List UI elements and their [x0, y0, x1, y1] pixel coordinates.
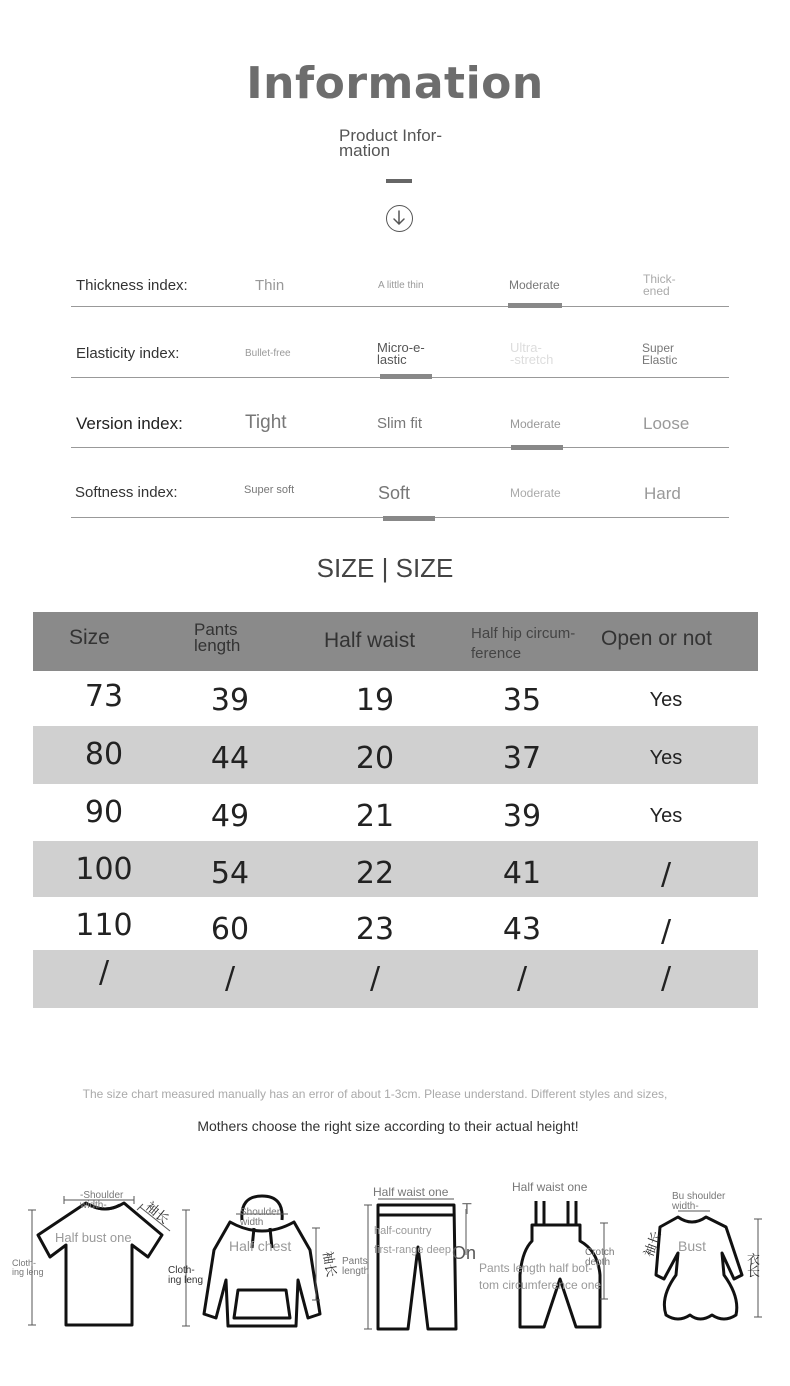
cell-size: 110 — [75, 908, 133, 943]
arrow-down-circle-icon — [386, 205, 413, 232]
hoodie-chest-label: Half chest — [229, 1238, 292, 1254]
elasticity-index-label: Elasticity index: — [76, 345, 180, 362]
cell-pants-length: / — [224, 961, 236, 996]
page-subtitle: Product Infor- mation — [339, 126, 442, 160]
overalls-waist-label: Half waist one — [512, 1180, 588, 1194]
pants-waist-label: Half waist one — [373, 1185, 449, 1199]
tshirt-length-label: Cloth- ing leng — [12, 1258, 44, 1277]
thickness-option-thin: Thin — [255, 277, 285, 294]
softness-option-soft: Soft — [378, 483, 411, 503]
cell-half-hip: 39 — [502, 799, 542, 834]
dress-bust-label: Bust — [678, 1238, 707, 1254]
table-row — [33, 950, 758, 1008]
cell-size: 90 — [84, 795, 124, 830]
cell-half-waist: 23 — [355, 912, 395, 947]
version-scale-line — [71, 447, 729, 448]
cell-open: Yes — [649, 805, 683, 827]
cell-half-waist: 21 — [355, 799, 395, 834]
cell-size: 100 — [75, 852, 133, 887]
header-half-hip: Half hip circum- ference — [471, 625, 576, 662]
thickness-option-a-little-thin: A little thin — [378, 280, 424, 291]
softness-option-moderate: Moderate — [510, 486, 561, 500]
table-row — [33, 897, 758, 950]
softness-index-label: Softness index: — [75, 484, 178, 501]
cell-open: / — [660, 857, 672, 892]
table-row — [33, 726, 758, 784]
title-divider — [386, 179, 412, 183]
cell-half-hip: 43 — [502, 912, 542, 947]
elasticity-option-super-elastic: Super Elastic — [642, 341, 678, 367]
overalls-crotch-label: Crotch depth — [585, 1247, 615, 1268]
thickness-index-label: Thickness index: — [76, 277, 188, 294]
cell-half-hip: 37 — [502, 741, 542, 776]
dress-shoulder-label: Bu shoulder width- — [672, 1191, 726, 1212]
hoodie-shoulder-label: Shoulder width — [240, 1207, 281, 1228]
hoodie-length-label: Cloth- ing leng — [168, 1265, 204, 1286]
pants-length-label: Pants length — [342, 1256, 370, 1277]
softness-selected-marker — [383, 516, 435, 521]
cell-half-hip: 41 — [502, 856, 542, 891]
hoodie-sleeve-label: 袖长 — [320, 1249, 340, 1279]
cell-size: / — [98, 955, 110, 990]
pants-t-label: T — [462, 1201, 472, 1218]
pants-crotch-label: half-country first-range deep — [374, 1225, 452, 1256]
softness-option-super-soft: Super soft — [244, 484, 295, 496]
cell-open: Yes — [649, 747, 683, 769]
thickness-option-moderate: Moderate — [509, 278, 560, 292]
cell-half-waist: / — [369, 961, 381, 996]
cell-size: 80 — [84, 737, 124, 772]
elasticity-selected-marker — [380, 374, 432, 379]
cell-half-hip: 35 — [502, 683, 542, 718]
size-table-header — [33, 612, 758, 671]
header-half-waist: Half waist — [324, 629, 416, 652]
tshirt-shoulder-label: -Shoulder width- — [80, 1190, 124, 1211]
choose-size-note: Mothers choose the right size according to their actual height! — [197, 1118, 579, 1134]
elasticity-option-bullet-free: Bullet-free — [245, 348, 291, 359]
version-option-tight: Tight — [245, 412, 287, 433]
cell-half-waist: 19 — [355, 683, 395, 718]
table-row — [33, 784, 758, 842]
dress-length-label: 衣长 — [747, 1252, 761, 1280]
header-pants-length: Pants length — [194, 620, 241, 655]
measurement-error-note: The size chart measured manually has an error of about 1-3cm. Please understand. Different styles and sizes, — [82, 1087, 668, 1101]
table-row — [33, 668, 758, 726]
pants-on-label: On — [452, 1243, 477, 1263]
cell-pants-length: 39 — [210, 683, 250, 718]
cell-pants-length: 60 — [210, 912, 250, 947]
thickness-option-thickened: Thick- ened — [643, 272, 676, 298]
cell-half-waist: 22 — [355, 856, 395, 891]
cell-pants-length: 49 — [210, 799, 250, 834]
elasticity-option-micro-elastic: Micro-e- lastic — [377, 340, 425, 367]
size-table-title: SIZE | SIZE — [316, 553, 454, 583]
cell-pants-length: 54 — [210, 856, 250, 891]
header-size: Size — [69, 626, 110, 649]
header-open-or-not: Open or not — [601, 627, 712, 650]
version-selected-marker — [511, 445, 563, 450]
softness-option-hard: Hard — [644, 484, 681, 503]
overalls-inner-label: Pants length half bot- tom circumference one — [479, 1261, 602, 1292]
table-row — [33, 841, 758, 897]
version-option-loose: Loose — [643, 414, 690, 433]
cell-half-waist: 20 — [355, 741, 395, 776]
thickness-scale-line — [71, 306, 729, 307]
version-index-label: Version index: — [76, 414, 183, 433]
thickness-selected-marker — [508, 303, 562, 308]
cell-open: / — [660, 961, 672, 996]
version-option-moderate: Moderate — [510, 417, 561, 431]
version-option-slim-fit: Slim fit — [377, 415, 422, 432]
dress-sleeve-label: 袖长 — [640, 1229, 664, 1259]
cell-size: 73 — [84, 679, 124, 714]
cell-pants-length: 44 — [210, 741, 250, 776]
cell-half-hip: / — [516, 961, 528, 996]
cell-open: / — [660, 914, 672, 949]
elasticity-option-ultra-stretch: Ultra- -stretch — [510, 340, 554, 367]
cell-open: Yes — [649, 689, 683, 711]
page-title: Information — [246, 58, 544, 109]
tshirt-sleeve-label: 袖长 — [142, 1198, 173, 1227]
tshirt-bust-label: Half bust one — [55, 1230, 132, 1245]
